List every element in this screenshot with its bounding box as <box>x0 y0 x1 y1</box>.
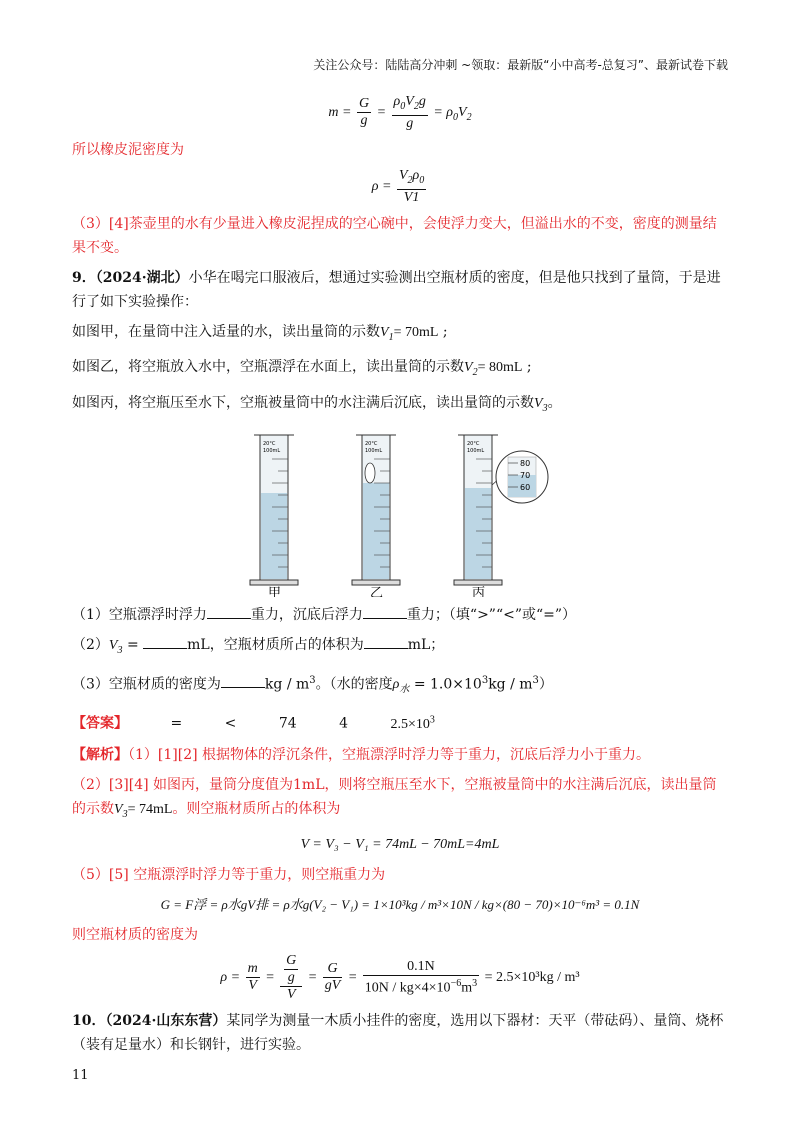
answer-4: 4 <box>339 715 349 732</box>
step3-text: 如图丙，将空瓶压至水下，空瓶被量筒中的水注满后沉底，读出量筒的示数 <box>72 395 534 412</box>
analysis-1 <box>72 743 728 767</box>
step3-end: 。 <box>547 395 562 412</box>
analysis-tag: 【解析】 <box>72 746 128 763</box>
analysis-2-c: 。则空瓶材质所占的体积为 <box>172 800 341 817</box>
sub3-c: 。（水的密度 <box>315 676 393 693</box>
density-result: = 2.5×10³kg / m³ <box>484 969 580 985</box>
answer-3: 74 <box>278 715 297 732</box>
q9-step2: 如图乙，将空瓶放入水中，空瓶漂浮在水面上，读出量筒的示数$V_2= 80mL$ ; <box>72 359 532 379</box>
cyl-bing-ml: 100mL <box>467 447 485 454</box>
analysis-5: （5）[5] 空瓶漂浮时浮力等于重力，则空瓶重力为 <box>72 866 386 883</box>
sub2-var: $V_3$ <box>108 637 123 656</box>
page-number: 11 <box>72 1068 89 1083</box>
q9-sub1 <box>72 603 728 627</box>
equation-density-bottle: ρ = $\frac{m}{V}$ = $\frac{\frac{G}{g}}{V}$ = $\frac{G}{gV}$ = $\frac{0.1N}{10N / kg\times 4\times 10^{-6}m^3}$ = 2.5×10³kg / m³ <box>220 952 580 1002</box>
cylinder-jia <box>250 435 298 585</box>
q10-stem <box>72 1009 728 1057</box>
density-lead-2: 则空瓶材质的密度为 <box>72 926 198 943</box>
q9-sub2: $(2)V_3$ = mL，空瓶材质所占的体积为 mL； <box>72 633 728 663</box>
sub3-a: （3）空瓶材质的密度为 <box>72 676 221 693</box>
step1-var: $V_1$ <box>380 324 394 343</box>
cylinder-bing <box>454 435 548 585</box>
step2-var: $V_2$ <box>464 360 478 379</box>
q9-number: 9． <box>72 269 96 286</box>
equation-density-clay: ρ = $\frac{V_2\rho_0}{V1}$ <box>371 167 425 205</box>
step1-text: 如图甲，在量筒中注入适量的水，读出量筒的示数 <box>72 323 380 340</box>
step3-var: $V_3$ <box>534 396 548 414</box>
cylinders-svg <box>72 427 728 597</box>
q9-step1: 如图甲，在量筒中注入适量的水，读出量筒的示数$V_1= 70mL$ ; <box>72 323 448 343</box>
cylinder-yi <box>352 435 400 585</box>
sub1-b: 重力，沉底后浮力 <box>250 606 363 623</box>
zoom-tick-60: 60 <box>520 482 531 492</box>
cyl-jia-temp: 20°C <box>263 440 276 447</box>
bottle-floating <box>365 463 375 483</box>
page-header: 关注公众号：陆陆高分冲刺 ~领取：最新版“小中高考-总复习”、最新试卷下载 <box>313 58 728 72</box>
equation-mass: m = $\frac{G}{g}$ = $\frac{\rho_0V_2g}{g}$ = $\rho_0V_2$ <box>328 94 472 131</box>
cylinder-figure <box>72 427 728 597</box>
blank-2[interactable] <box>363 604 407 619</box>
answer-2: < <box>224 715 237 732</box>
density-lead: 所以橡皮泥密度为 <box>72 141 184 158</box>
answer-1: = <box>170 715 183 732</box>
sub3-e: kg / m <box>488 676 533 693</box>
blank-3[interactable] <box>143 634 187 649</box>
q9-stem <box>72 266 728 314</box>
cyl-jia-ml: 100mL <box>263 447 281 454</box>
label-yi: 乙 <box>370 585 384 597</box>
analysis-2: （2）[3][4] 如图丙，量筒分度值为1mL，则将空瓶压至水下，空瓶被量筒中的水注满后沉底，读出量筒的示数$V_3= 74mL$。则空瓶材质所占的体积为 <box>72 776 717 820</box>
document-body <box>72 90 728 1063</box>
equation-gravity: G = F浮 = ρ水gV排 = ρ水g(V₂ − V₁) = 1×10³kg / m³×10N / kg×(80 − 70)×10⁻⁶m³ = 0.1N <box>160 896 640 912</box>
answer-5: 2.5×10 <box>390 716 430 732</box>
q9-source: （2024·湖北） <box>95 269 189 286</box>
sub1-a: （1）空瓶漂浮时浮力 <box>72 606 207 623</box>
analysis-2-b: = 74mL <box>127 801 173 817</box>
q10-source: （2024·山东东营） <box>105 1012 227 1029</box>
cyl-yi-ml: 100mL <box>365 447 383 454</box>
label-jia: 甲 <box>268 585 282 597</box>
q10-number: 10． <box>72 1012 106 1029</box>
sub1-c: 重力；（填“>”“<”或“=”） <box>406 606 577 623</box>
blank-4[interactable] <box>364 634 408 649</box>
sub3-f: ） <box>538 676 553 693</box>
answer-tag: 【答案】 <box>72 715 128 732</box>
label-bing: 丙 <box>472 585 486 597</box>
q10-stem-text: 某同学为测量一木质小挂件的密度，选用以下器材：天平（带砝码）、量筒、烧杯（装有足量水）和长钢针，进行实验。 <box>72 1012 724 1053</box>
blank-1[interactable] <box>207 604 251 619</box>
zoom-tick-80: 80 <box>520 458 531 468</box>
blank-5[interactable] <box>221 673 265 688</box>
sub2-eq: = <box>126 636 139 653</box>
cyl-yi-temp: 20°C <box>365 440 378 447</box>
q9-sub3: （3）空瓶材质的密度为 kg / $m^3$。（水的密度$\rho_水 = 1.0\times 10^3kg / m^3$） <box>72 674 553 696</box>
sub3-d: = 1.0×10 <box>413 676 482 693</box>
q9-stem-text: 小华在喝完口服液后，想通过实验测出空瓶材质的密度，但是他只找到了量筒，于是进行了如下实验操作： <box>72 269 721 310</box>
step1-value: = 70mL <box>393 324 439 340</box>
step2-value: = 80mL <box>477 360 523 376</box>
cyl-bing-temp: 20°C <box>467 440 480 447</box>
sub2-c: mL； <box>407 636 445 653</box>
note-3: （3）[4]茶壶里的水有少量进入橡皮泥捏成的空心碗中，会使浮力变大，但溢出水的不变，密度的测量结果不变。 <box>72 215 717 256</box>
analysis-2-a: （2）[3][4] 如图丙，量筒分度值为1mL，则将空瓶压至水下，空瓶被量筒中的水注满后沉底，读出量筒的示数 <box>72 776 717 817</box>
sub2-b: mL，空瓶材质所占的体积为 <box>187 636 364 653</box>
sub3-b: kg / m <box>264 676 310 693</box>
step2-text: 如图乙，将空瓶放入水中，空瓶漂浮在水面上，读出量筒的示数 <box>72 359 464 376</box>
equation-volume: V = V₃ − V₁ = 74mL − 70mL=4mL <box>300 836 500 852</box>
q9-step3 <box>72 391 728 421</box>
answer-line: 【答案】 = < 74 4 $2.5\times 10^3$ <box>72 714 435 732</box>
analysis-1-text: （1）[1][2] 根据物体的浮沉条件，空瓶漂浮时浮力等于重力，沉底后浮力小于重力。 <box>128 746 651 763</box>
zoom-tick-70: 70 <box>520 470 531 480</box>
